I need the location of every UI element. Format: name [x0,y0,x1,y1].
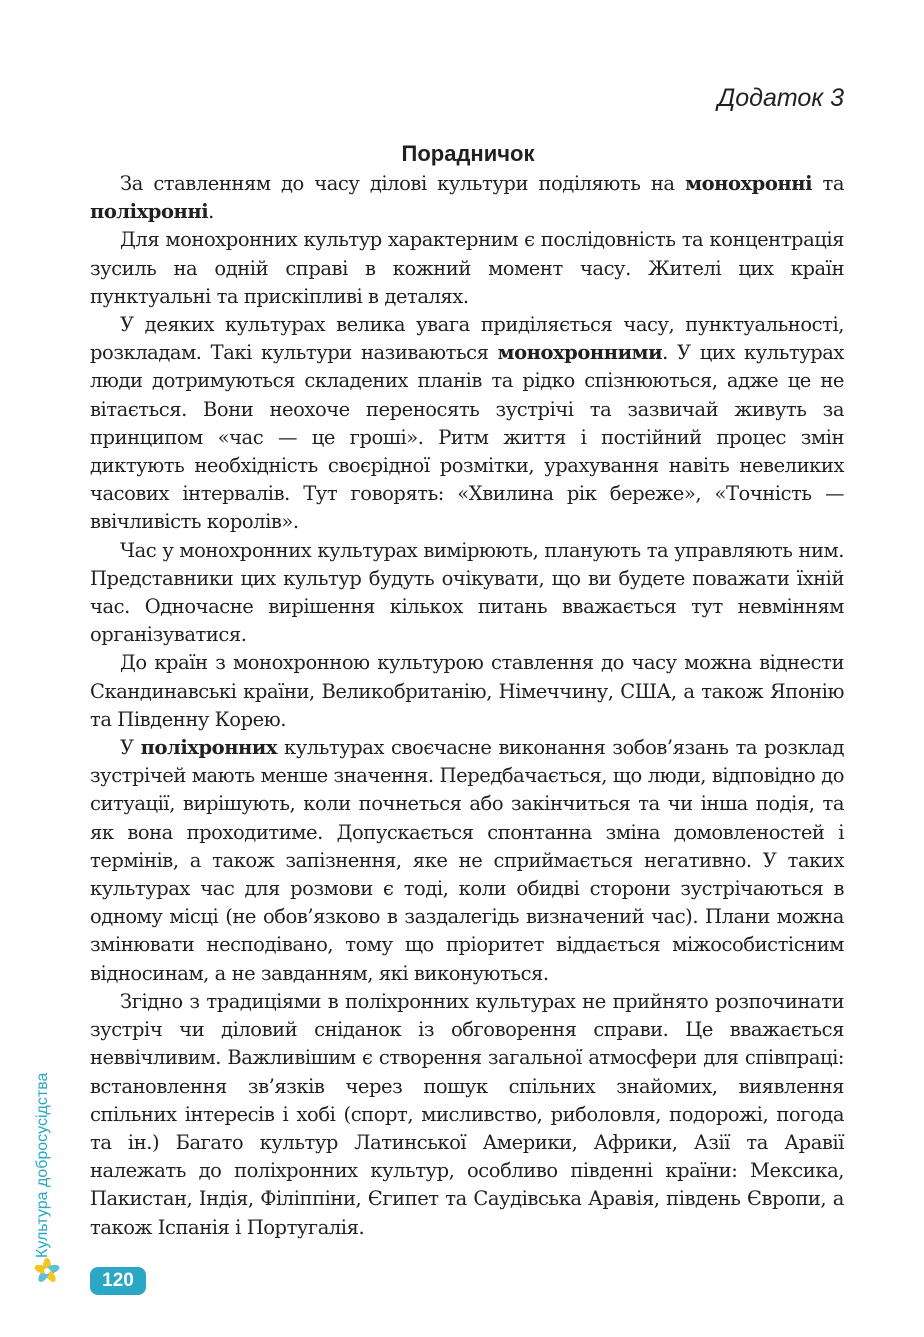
paragraph-2: Для монохронних культур характерним є послідовність та концентрація зусиль на одній справі в кожний момент часу. Жителі цих країн пунктуальні та прискіпливі в деталях. [90,228,844,308]
paragraph-5: До країн з монохронною культурою ставлення до часу можна віднести Скандинавські країни, Великобританію, Німеччину, США, а також Японію та Південну Корею. [90,651,844,731]
page-title: Порадничок [401,141,535,166]
paragraph-4: Час у монохронних культурах вимірюють, планують та управляють ним. Представники цих культур будуть очікувати, що ви будете поважати їхній час. Одночасне вирішення кількох питань вважається тут невмінням організуватися. [90,538,844,647]
term-polychronic: поліхронні [90,200,209,224]
body-text [90,170,844,1242]
text-run: У [120,736,141,760]
appendix-label: Додаток 3 [717,84,844,112]
paragraph-3 [90,311,844,537]
text-run: та [812,172,844,195]
paragraph-6 [90,734,844,988]
paragraph-7: Згідно з традиціями в поліхронних культурах не прийнято розпочинати зустріч чи діловий сніданок із обговорення справи. Це вважається неввічливим. Важливішим є створення загальної атмосфери для співпраці: встановлення зв’язків через пошук спільних знайомих, виявлення спільних інтересів і хобі (спорт, мисливство, риболовля, подорожі, погода та ін.) Багато культур Латинської Америки, Африки, Азії та Аравії належать до поліхронних культур, особливо південні країни: Мексика, Пакистан, Індія, Філіппіни, Єгипет та Саудівська Аравія, південь Європи, а також Іспанія і Португалія. [90,989,844,1239]
side-label: Культура добросусідства [34,1072,51,1258]
text-run: За ставленням до часу ділові культури поділяють на [120,172,686,195]
term-monochronic-plural: монохронними [497,341,663,365]
text-run: У деяких культурах велика увага приділяється часу, пунктуальності, розкладам. Такі культури називаються [90,313,844,365]
paragraph-1 [90,170,844,226]
term-monochronic: монохронні [685,172,813,195]
text-run: культурах своєчасне виконання зобов’язань та розклад зустрічей мають менше значення. Передбачається, що люди, відповідно до ситуації, вирішують, коли почнеться або закінчиться та чи інша подія, та як вона проходитиме. Допускається спонтанна зміна домовленостей і термінів, а також запізнення, яке не сприймається негативно. У таких культурах час для розмови є тоді, коли обидві сторони зустрічаються в одному місці (не обов’язково в заздалегідь визначений час). Плани можна змінювати несподівано, тому що пріоритет віддається міжособистісним відносинам, а не завданням, які виконуються. [90,736,845,985]
term-polychronic-plural: поліхронних [140,736,278,760]
flower-icon [34,1258,60,1284]
page-number-badge: 120 [90,1267,146,1295]
text-run: . [208,200,214,224]
text-run: . У цих культурах люди дотримуються складених планів та рідко спізнюються, адже це не вітається. Вони неохоче переносять зустрічі та зазвичай живуть за принципом «час — це гроші». Ритм життя і постійний процес змін диктують необхідність своєрідної розмітки, урахування навіть невеликих часових інтервалів. Тут говорять: «Хвилина рік береже», «Точність — ввічливість королів». [90,341,844,534]
